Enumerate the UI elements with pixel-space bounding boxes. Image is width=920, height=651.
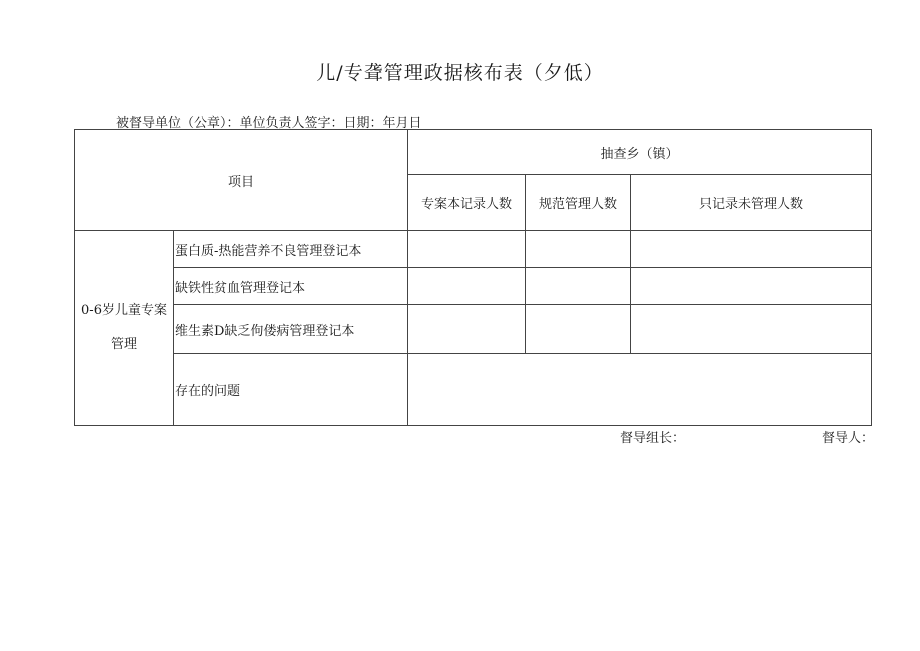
- header-group-cell: 抽查乡（镇）: [408, 130, 872, 175]
- column-header-unmanaged: 只记录未管理人数: [631, 175, 872, 231]
- table-row: [75, 305, 872, 354]
- inspection-table: [74, 129, 872, 426]
- document-title: 儿/专聋管理政据核布表（夕低）: [316, 62, 604, 84]
- category-label-line2: 管理: [110, 337, 137, 352]
- row-label-malnutrition: 蛋白质-热能营养不良管理登记本: [174, 231, 408, 268]
- row-label-rickets: 维生素D缺乏佝偻病管理登记本: [174, 305, 408, 354]
- table-cell: [526, 231, 631, 268]
- table-header-row: [75, 130, 872, 175]
- table-cell: [408, 231, 526, 268]
- table-cell: [408, 305, 526, 354]
- table-cell: [631, 231, 872, 268]
- header-item-cell: 项目: [75, 130, 408, 231]
- column-header-managed: 规范管理人数: [526, 175, 631, 231]
- category-label-line1: 0-6岁儿童专案: [81, 303, 167, 318]
- footer-supervisor-label: 督导人：: [822, 431, 875, 446]
- table-cell: [526, 268, 631, 305]
- table-row: [75, 268, 872, 305]
- table-row: [75, 231, 872, 268]
- table-cell: [631, 305, 872, 354]
- footer-leader-label: 督导组长：: [620, 431, 686, 446]
- issues-row: [75, 354, 872, 426]
- issues-label: 存在的问题: [174, 354, 408, 426]
- table-cell: [408, 268, 526, 305]
- table-cell: [631, 268, 872, 305]
- header-meta-line: 被督导单位（公章）：单位负责人签字：日期：年月日: [116, 116, 422, 131]
- column-header-recorded: 专案本记录人数: [408, 175, 526, 231]
- category-cell: [75, 231, 174, 426]
- table-cell: [526, 305, 631, 354]
- row-label-anemia: 缺铁性贫血管理登记本: [174, 268, 408, 305]
- issues-cell: [408, 354, 872, 426]
